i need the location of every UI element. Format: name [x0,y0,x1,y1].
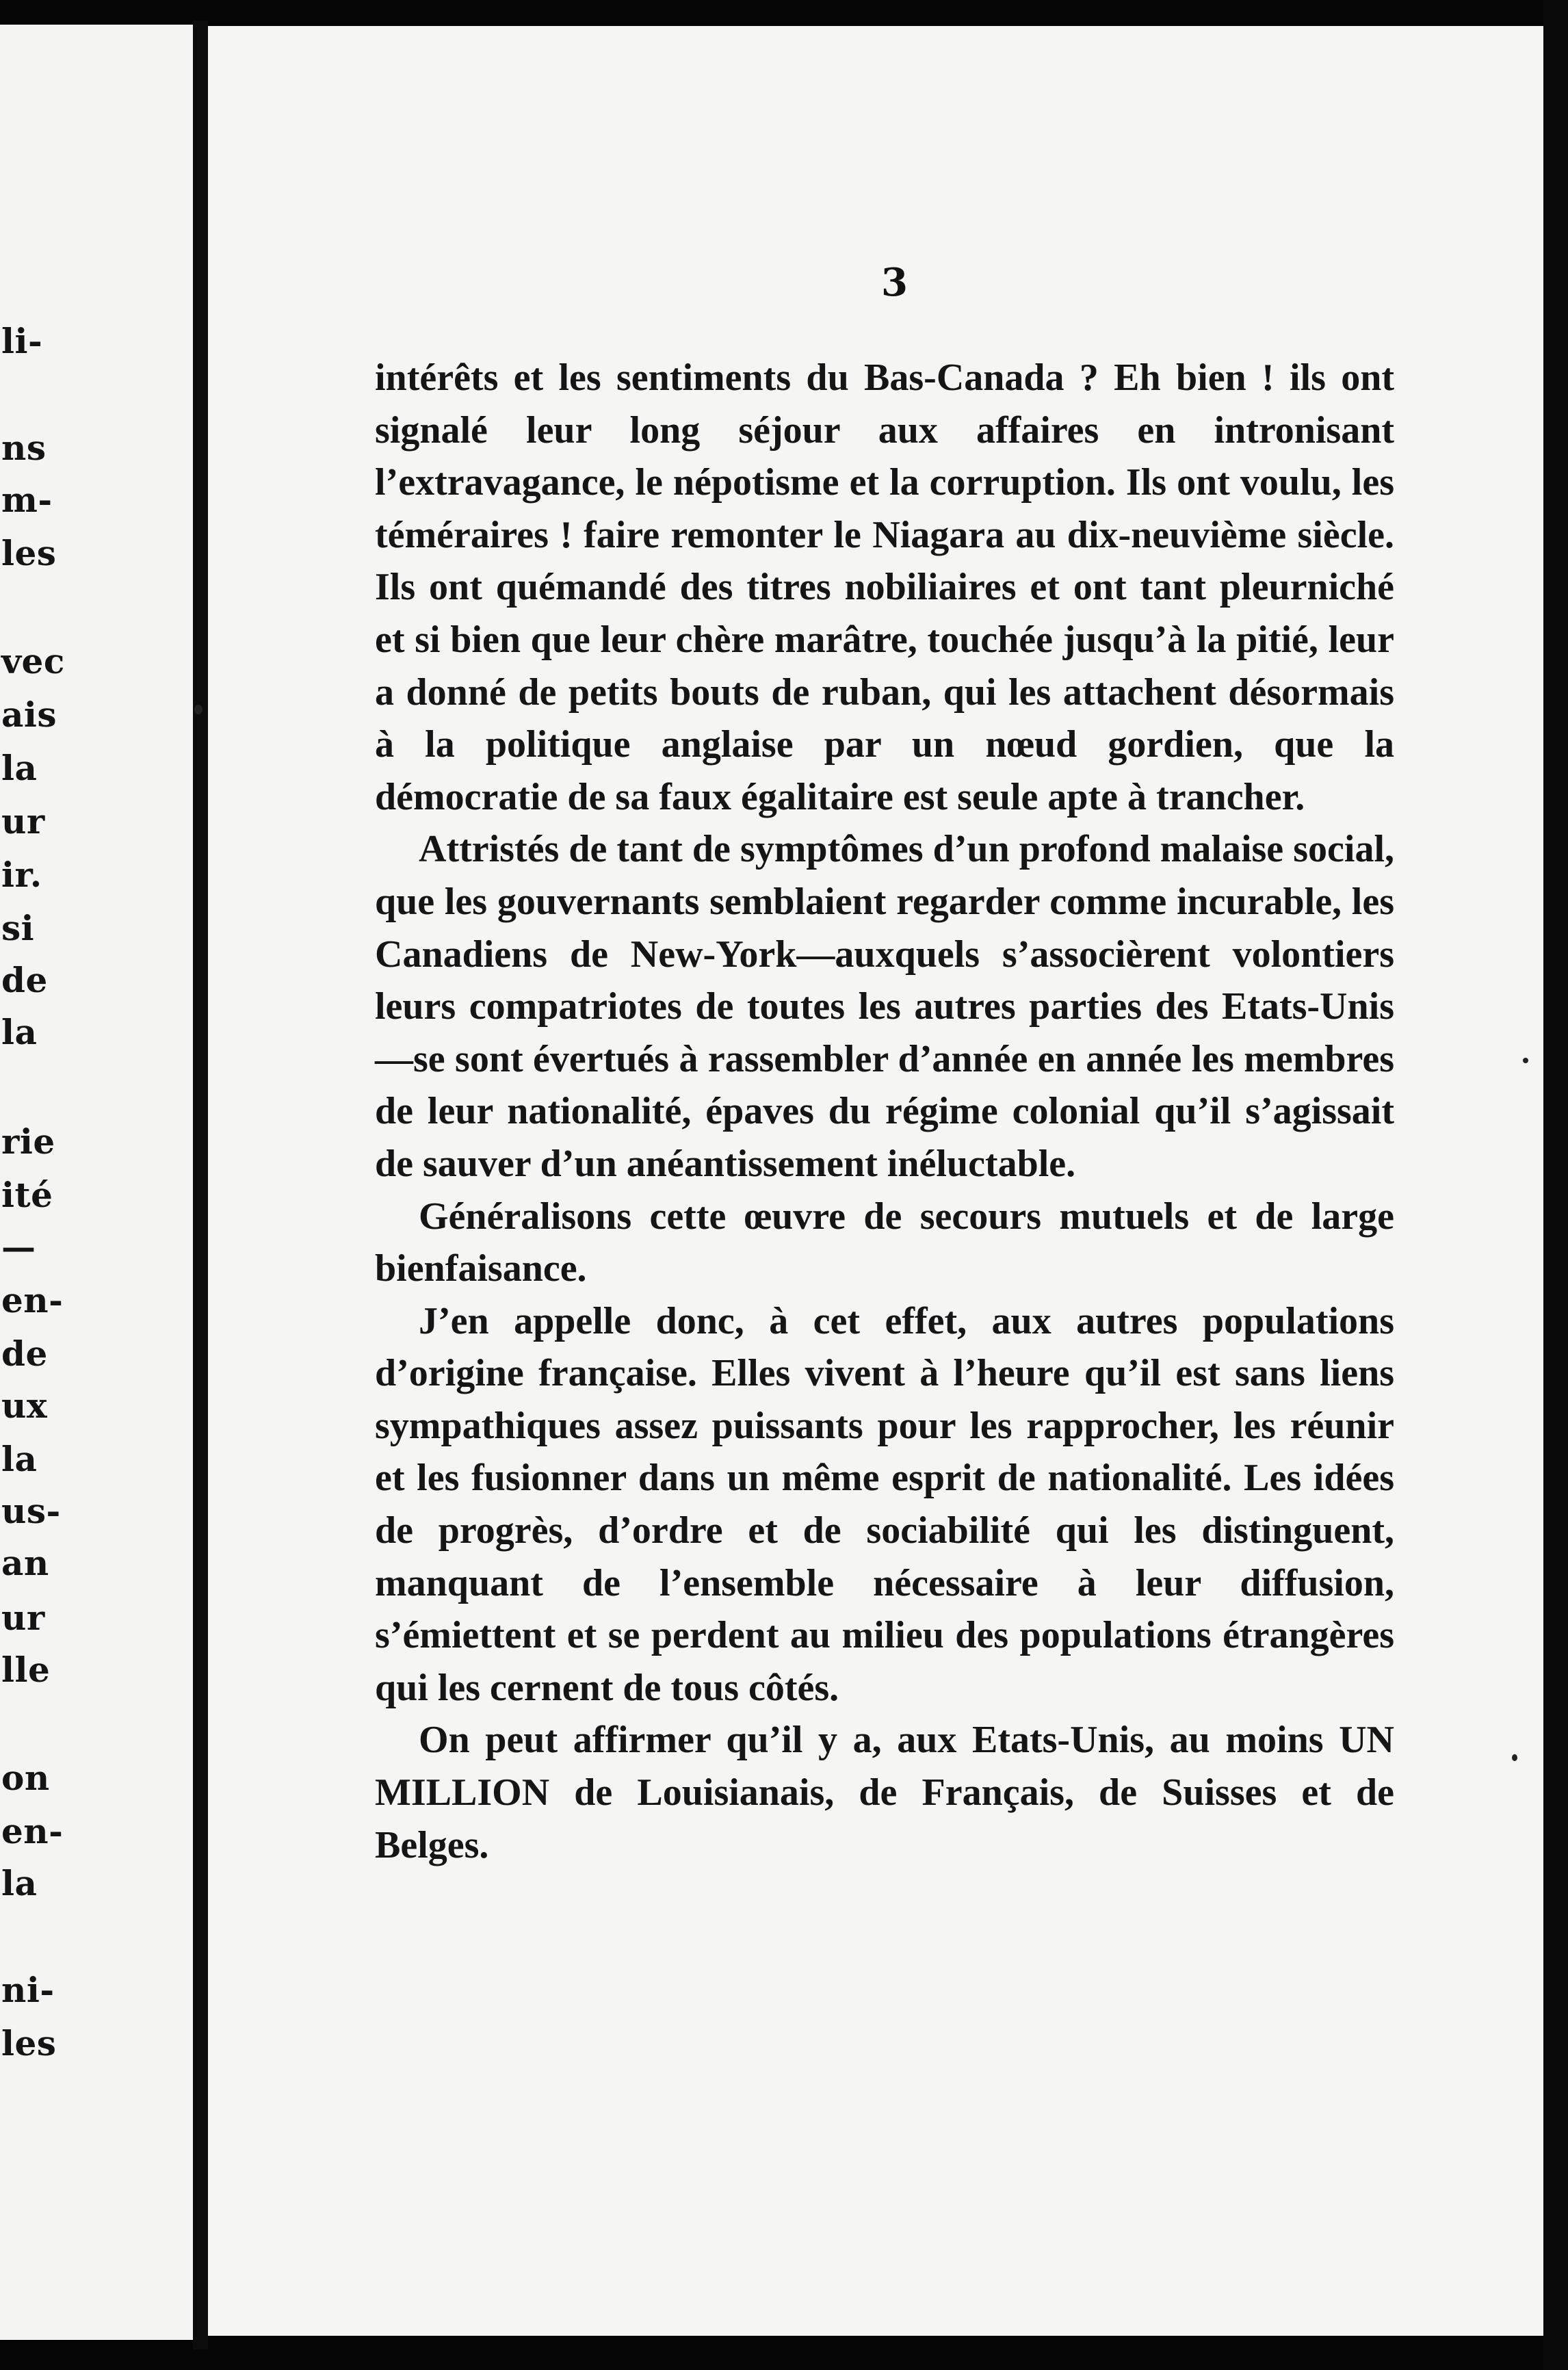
previous-page-line-fragment: de [1,1333,48,1374]
previous-page-line-fragment: ur [1,1598,45,1638]
paragraph: On peut affirmer qu’il y a, aux Etats-Unis, au moins UN MILLION de Louisianais, de Français, de Suisses et de Belges. [375,1719,1394,1866]
previous-page-line-fragment: an [1,1543,49,1583]
paragraph: Généralisons cette œuvre de secours mutuels et de large bienfaisance. [375,1195,1394,1290]
previous-page-line-fragment: si [1,908,35,948]
previous-page-line-fragment: vec [1,641,65,681]
previous-page-line-fragment: ux [1,1385,48,1426]
book-gutter [193,21,208,2349]
print-speck [1512,1754,1517,1761]
previous-page-line-fragment: — [1,1227,36,1267]
print-speck [1523,1058,1528,1063]
previous-page-line-fragment: ni- [1,1970,55,2010]
previous-page-line-fragment: la [1,1439,38,1479]
previous-page-line-fragment: en- [1,1811,64,1851]
previous-page-line-fragment: les [1,2023,57,2063]
previous-page-line-fragment: ur [1,801,45,842]
page-number: 3 [881,260,908,305]
paragraph: intérêts et les sentiments du Bas-Canada ? Eh bien ! ils ont signalé leur long séjour aux affaires en intronisant l’extravagance, le népotisme et la corruption. Ils ont voulu, les téméraires ! faire remonter le Niagara au dix-neuvième siècle. Ils ont quémandé des titres nobiliaires et ont tant pleurniché et si bien que leur chère marâtre, touchée jusqu’à la pitié, leur a donné de petits bouts de ruban, qui les attachent désormais à la politique anglaise par un nœud gordien, que la démocratie de sa faux égalitaire est seule apte à trancher. [375,356,1394,818]
paragraph: Attristés de tant de symptômes d’un profond malaise social, que les gouvernants semblaient regarder comme incurable, les Canadiens de New-York—auxquels s’associèrent volontiers leurs compatriotes de toutes les autres parties des Etats-Unis—se sont évertués à rassembler d’année en année les membres de leur nationalité, épaves du régime colonial qu’il s’agissait de sauver d’un anéantissement inéluctable. [375,828,1394,1185]
previous-page-line-fragment: en- [1,1280,64,1320]
previous-page-line-fragment: la [1,1863,38,1903]
previous-page-edge [0,25,193,2340]
previous-page-line-fragment: on [1,1758,50,1798]
print-speck [194,705,202,714]
previous-page-line-fragment: rie [1,1121,55,1162]
previous-page-line-fragment: us- [1,1491,61,1531]
previous-page-line-fragment: ais [1,694,57,735]
previous-page-line-fragment: de [1,960,48,1000]
previous-page-line-fragment: lle [1,1650,51,1690]
previous-page-line-fragment: ir. [1,855,42,895]
previous-page-line-fragment: la [1,1012,38,1052]
previous-page-line-fragment: la [1,748,38,788]
page-right-edge [1543,0,1568,2370]
previous-page-line-fragment: les [1,533,57,573]
previous-page-line-fragment: m- [1,480,53,520]
previous-page-line-fragment: li- [1,321,43,361]
paragraph: J’en appelle donc, à cet effet, aux autres populations d’origine française. Elles vivent à l’heure qu’il est sans liens sympathiques assez puissants pour les rapprocher, les réunir et les fusionner dans un même esprit de nationalité. Les idées de progrès, d’ordre et de sociabilité qui les distinguent, manquant de l’ensemble nécessaire à leur diffusion, s’émiettent et se perdent au milieu des populations étrangères qui les cernent de tous côtés. [375,1299,1394,1709]
previous-page-line-fragment: ité [1,1175,53,1215]
body-text [375,352,1394,1871]
previous-page-line-fragment: ns [1,428,47,468]
